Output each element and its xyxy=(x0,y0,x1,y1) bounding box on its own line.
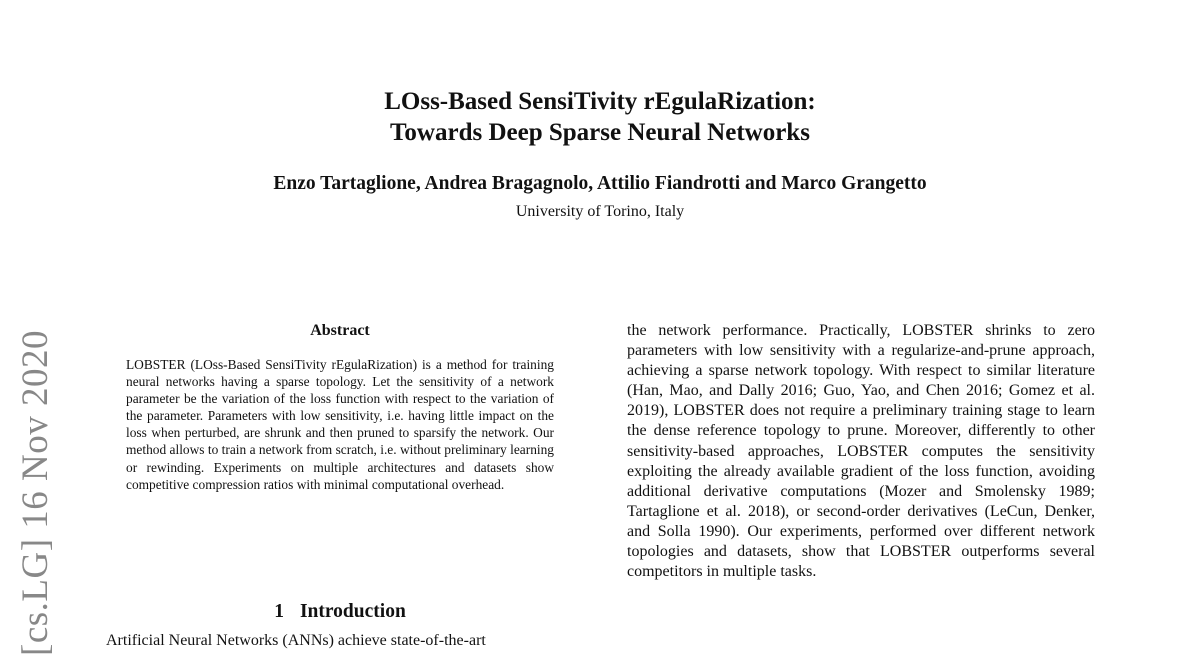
arxiv-stamp: [cs.LG] 16 Nov 2020 xyxy=(15,329,56,656)
section-number: 1 xyxy=(274,601,284,622)
paper-title-line-1: LOss-Based SensiTivity rEgulaRization: xyxy=(384,88,816,115)
section-title: Introduction xyxy=(299,601,406,622)
abstract-body: LOBSTER (LOss-Based SensiTivity rEgulaRization) is a method for training neural networks having a sparse topology. Let the sensitivity of a network parameter be the variation of the loss function with respect to the variation of the parameter. Parameters with low sensitivity, i.e. having little impact on the loss when perturbed, are shrunk and then pruned to sparsify the network. Our method allows to train a network from scratch, i.e. without preliminary learning or rewinding. Experiments on multiple architectures and datasets show competitive compression ratios with minimal computational overhead. xyxy=(126,357,554,492)
paper-title xyxy=(0,86,1200,148)
introduction-heading xyxy=(106,601,574,623)
right-column-paragraph: the network performance. Practically, LOBSTER shrinks to zero parameters with low sensitivity with a regularize-and-prune approach, achieving a sparse network topology. With respect to similar literature (Han, Mao, and Dally 2016; Guo, Yao, and Chen 2016; Gomez et al. 2019), LOBSTER does not require a preliminary training stage to learn the dense reference topology to prune. Moreover, differently to other sensitivity-based approaches, LOBSTER computes the sensitivity exploiting the already available gradient of the loss function, avoiding additional derivative computations (Mozer and Smolensky 1989; Tartaglione et al. 2018), or second-order derivatives (LeCun, Denker, and Solla 1990). Our experiments, performed over different network topologies and datasets, show that LOBSTER outperforms several competitors in multiple tasks. xyxy=(627,322,1095,581)
abstract-heading: Abstract xyxy=(310,322,370,339)
authors: Enzo Tartaglione, Andrea Bragagnolo, Attilio Fiandrotti and Marco Grangetto xyxy=(273,173,927,194)
affiliation: University of Torino, Italy xyxy=(515,203,685,220)
introduction-first-line: Artificial Neural Networks (ANNs) achieve state-of-the-art xyxy=(106,632,486,649)
paper-title-line-2: Towards Deep Sparse Neural Networks xyxy=(390,119,810,146)
